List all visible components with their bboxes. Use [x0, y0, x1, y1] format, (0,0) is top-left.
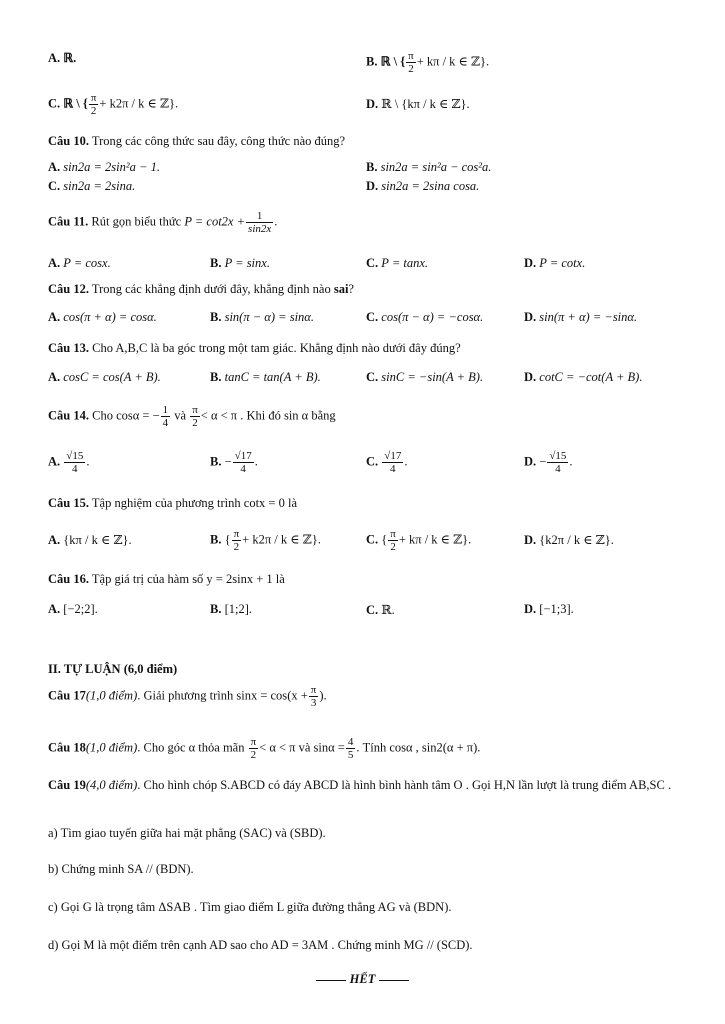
- q9-option-c[interactable]: C. ℝ \ { $\frac{\pi}{2}$ + k2π / k ∈ ℤ}.: [48, 92, 179, 117]
- q19-part-b: b) Chứng minh SA // (BDN).: [48, 862, 194, 876]
- q13-option-b[interactable]: B. tanC = tan(A + B).: [210, 370, 321, 384]
- q10-option-d[interactable]: D. sin2a = 2sina cosa.: [366, 179, 480, 193]
- q10-stem: Câu 10. Trong các công thức sau đây, công thức nào đúng?: [48, 134, 346, 148]
- q14-option-a[interactable]: A. $\frac{√15}{4}$ .: [48, 450, 90, 475]
- q11-options: [0, 256, 725, 280]
- q10-option-a[interactable]: A. sin2a = 2sin²a − 1.: [48, 160, 160, 174]
- q9-option-a[interactable]: A. ℝ.: [48, 51, 77, 65]
- q10-option-c[interactable]: C. sin2a = 2sina.: [48, 179, 136, 193]
- q19-part-a: a) Tìm giao tuyến giữa hai mặt phẳng (SAC) và (SBD).: [48, 826, 326, 840]
- q12-stem: Câu 12. Trong các khẳng định dưới đây, khẳng định nào sai?: [48, 282, 354, 296]
- q14-option-c[interactable]: C. $\frac{√17}{4}$ .: [366, 450, 408, 475]
- q15-options: [0, 528, 725, 552]
- q16-option-c[interactable]: C. ℝ.: [366, 603, 395, 617]
- q9-option-b[interactable]: B. ℝ \ { $\frac{\pi}{2}$ + kπ / k ∈ ℤ}.: [366, 50, 490, 75]
- q11-stem: Câu 11. Rút gọn biểu thức P = cot2x + $\frac{1}{\sin 2x}$ .: [48, 210, 278, 235]
- q13-stem: Câu 13. Cho A,B,C là ba góc trong một tam giác. Khẳng định nào dưới đây đúng?: [48, 341, 461, 355]
- q16-options: [0, 602, 725, 626]
- q17-stem: Câu 17(1,0 điểm). Giải phương trình sinx = cos(x + $\frac{\pi}{3}$ ).: [48, 684, 327, 709]
- q15-option-c[interactable]: C. { $\frac{\pi}{2}$ + kπ / k ∈ ℤ}.: [366, 528, 472, 553]
- q14-option-b[interactable]: B. − $\frac{√17}{4}$ .: [210, 450, 258, 475]
- q14-stem: Câu 14. Cho cosα = − $\frac{1}{4}$ và $\frac{\pi}{2}$ < α < π . Khi đó sin α bằng: [48, 404, 336, 429]
- q13-options: [0, 370, 725, 394]
- q9-row1: [0, 50, 725, 74]
- q12-option-a[interactable]: A. cos(π + α) = cosα.: [48, 310, 157, 324]
- q15-stem: Câu 15. Tập nghiệm của phương trình cotx = 0 là: [48, 496, 297, 510]
- q10-row2: [0, 179, 725, 203]
- q12-option-d[interactable]: D. sin(π + α) = −sinα.: [524, 310, 638, 324]
- q11-option-b[interactable]: B. P = sinx.: [210, 256, 270, 270]
- q12-option-c[interactable]: C. cos(π − α) = −cosα.: [366, 310, 484, 324]
- q12-option-b[interactable]: B. sin(π − α) = sinα.: [210, 310, 314, 324]
- q15-option-a[interactable]: A. {kπ / k ∈ ℤ}.: [48, 533, 132, 547]
- q13-option-c[interactable]: C. sinC = −sin(A + B).: [366, 370, 484, 384]
- end-dash-left: [316, 980, 346, 981]
- q14-option-d[interactable]: D. − $\frac{√15}{4}$ .: [524, 450, 573, 475]
- q11-option-a[interactable]: A. P = cosx.: [48, 256, 111, 270]
- q9-row2: [0, 92, 725, 116]
- q14-options: [0, 450, 725, 474]
- q15-option-b[interactable]: B. { $\frac{\pi}{2}$ + k2π / k ∈ ℤ}.: [210, 528, 321, 553]
- q13-option-a[interactable]: A. cosC = cos(A + B).: [48, 370, 161, 384]
- q16-option-a[interactable]: A. [−2;2].: [48, 602, 98, 616]
- q16-stem: Câu 16. Tập giá trị của hàm số y = 2sinx + 1 là: [48, 572, 285, 586]
- q15-option-d[interactable]: D. {k2π / k ∈ ℤ}.: [524, 533, 614, 547]
- section-heading: II. TỰ LUẬN (6,0 điểm): [48, 662, 178, 676]
- q10-option-b[interactable]: B. sin2a = sin²a − cos²a.: [366, 160, 492, 174]
- q11-option-c[interactable]: C. P = tanx.: [366, 256, 429, 270]
- q19-stem: Câu 19(4,0 điểm). Cho hình chóp S.ABCD có đáy ABCD là hình bình hành tâm O . Gọi H,N lần lượt là trung điểm AB,SC .: [48, 778, 672, 792]
- end-dash-right: [379, 980, 409, 981]
- q9-option-d[interactable]: D. ℝ \ {kπ / k ∈ ℤ}.: [366, 97, 470, 111]
- q18-stem: Câu 18(1,0 điểm). Cho góc α thỏa mãn $\frac{\pi}{2}$ < α < π và sinα = $\frac{4}{5}$ . Tính cosα , sin2(α + π).: [48, 736, 481, 761]
- q19-part-c: c) Gọi G là trọng tâm ΔSAB . Tìm giao điểm L giữa đường thẳng AG và (BDN).: [48, 900, 452, 914]
- q19-part-d: d) Gọi M là một điểm trên cạnh AD sao cho AD = 3AM . Chứng minh MG // (SCD).: [48, 938, 473, 952]
- q16-option-b[interactable]: B. [1;2].: [210, 602, 253, 616]
- q11-option-d[interactable]: D. P = cotx.: [524, 256, 586, 270]
- q13-option-d[interactable]: D. cotC = −cot(A + B).: [524, 370, 643, 384]
- q12-options: [0, 310, 725, 334]
- end-marker: HẾT: [0, 972, 725, 987]
- q16-option-d[interactable]: D. [−1;3].: [524, 602, 574, 616]
